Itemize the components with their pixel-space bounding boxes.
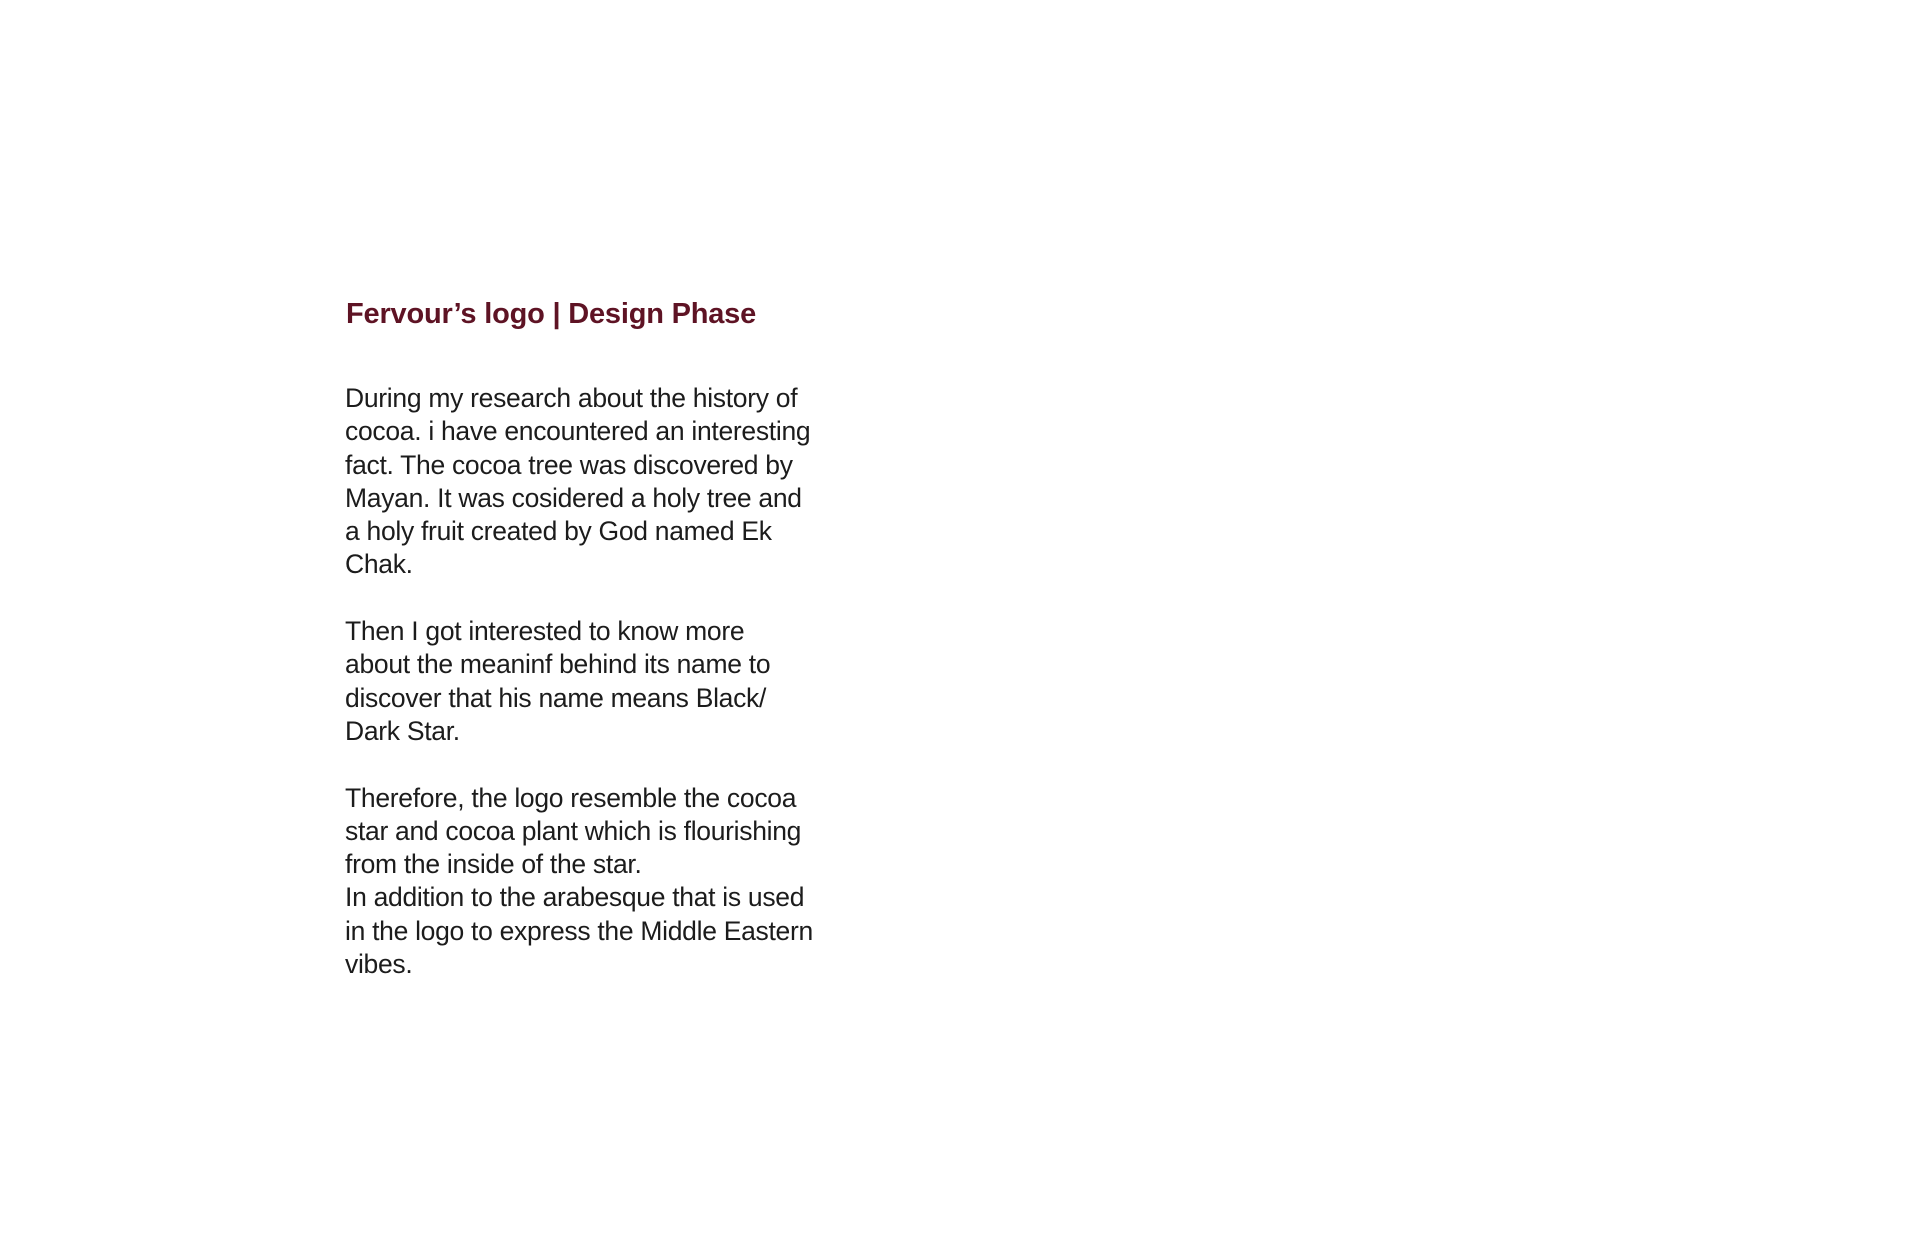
paragraph-line: During my research about the history of <box>345 383 798 413</box>
paragraph-spacer <box>345 582 825 615</box>
paragraph-spacer <box>345 748 825 781</box>
paragraph-line: Therefore, the logo resemble the cocoa <box>345 782 797 813</box>
paragraph-line: Then I got interested to know more <box>345 616 745 647</box>
paragraph-line: discover that his name means Black/ <box>345 682 767 713</box>
paragraph-line: Mayan. It was cosidered a holy tree and <box>345 482 802 513</box>
paragraph-line: cocoa. i have encountered an interesting <box>345 416 811 447</box>
paragraph-meaning <box>345 615 825 748</box>
paragraph-line: Chak. <box>345 549 413 580</box>
paragraph-line: a holy fruit created by God named Ek <box>345 516 772 547</box>
paragraph-line: star and cocoa plant which is flourishing <box>345 815 802 846</box>
paragraph-line: in the logo to express the Middle Eastern <box>345 915 813 946</box>
paragraph-line: about the meaninf behind its name to <box>345 649 771 680</box>
paragraph-line: fact. The cocoa tree was discovered by <box>345 449 793 480</box>
page-title: Fervour’s logo | Design Phase <box>346 298 757 330</box>
paragraph-line: Dark Star. <box>345 715 460 746</box>
paragraph-history <box>345 382 825 582</box>
paragraph-line: In addition to the arabesque that is used <box>345 882 805 913</box>
body-text <box>345 382 825 981</box>
paragraph-line: from the inside of the star. <box>345 849 642 880</box>
paragraph-logo-concept <box>345 782 825 982</box>
paragraph-line: vibes. <box>345 949 413 980</box>
